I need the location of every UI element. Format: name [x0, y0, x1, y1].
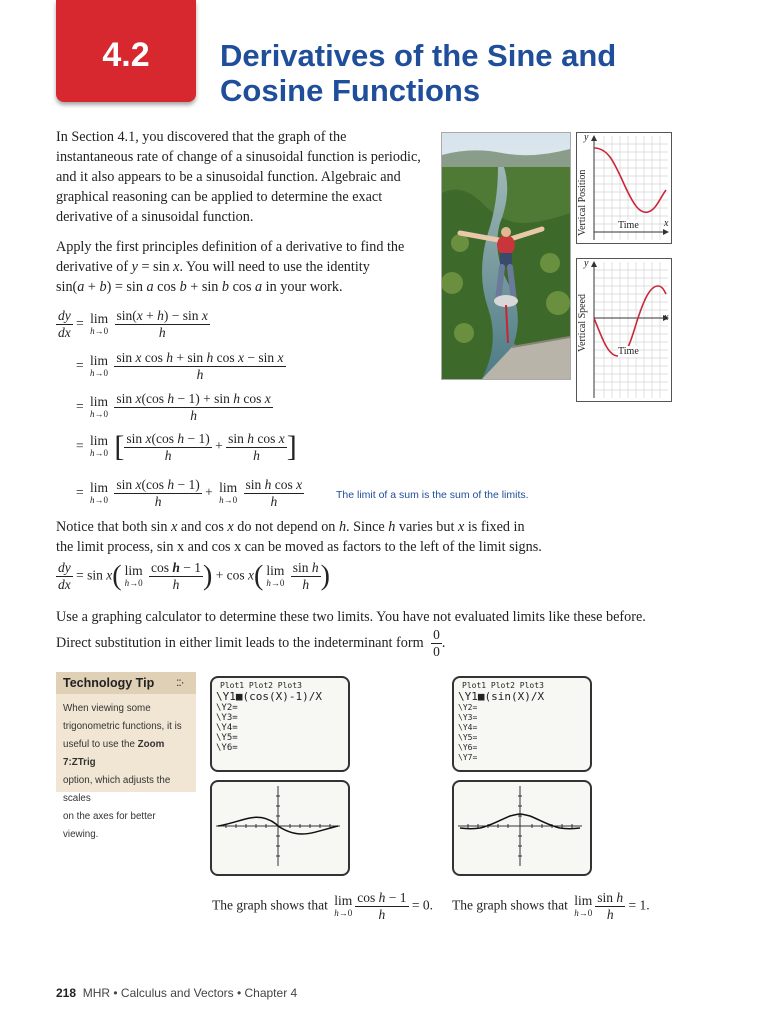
calculator-graph-cos-drawing	[212, 782, 344, 870]
speed-x-axis-label: x	[664, 312, 669, 323]
bungee-photo	[441, 132, 571, 380]
dots-icon: ::·	[176, 675, 184, 689]
y-line: \Y5=	[216, 733, 238, 743]
section-number: 4.2	[102, 36, 150, 74]
y1-equation: \Y1■(sin(X)/X	[458, 690, 545, 703]
calculator-y-screen-cos	[210, 676, 350, 772]
derivation-step-1: $\frac{dy}{dx}$ = lim h→0 $\frac{\text{sin(x + h) − sin x}}{h}$	[58, 308, 208, 340]
position-xlabel: Time	[618, 220, 639, 231]
y-line: \Y5=	[458, 733, 478, 742]
intro-line: graphical reasoning can be applied to determine the exact	[56, 189, 383, 205]
y-line: \Y7=	[458, 753, 478, 762]
intro-line: and it also appears to be a sinusoidal function. Algebraic and	[56, 169, 401, 185]
page-number: 218	[56, 986, 77, 1000]
speed-xlabel: Time	[618, 346, 639, 357]
tip-line: on the axes for better viewing.	[63, 811, 156, 840]
derivation-step-3: = lim h→0 $\frac{\text{sin x(cos h − 1) + sin h cos x}}{h}$	[76, 391, 271, 423]
bungee-photo-drawing	[442, 133, 570, 379]
y-line: \Y2=	[216, 703, 238, 713]
tip-line: When viewing some	[63, 703, 151, 714]
derivation-step-5: = lim h→0 $\frac{\text{sin x(cos h − 1)}}{h}$ + lim h→0 $\frac{\text{sin h cos x}}{h}$	[76, 477, 303, 509]
speed-graph	[576, 258, 672, 402]
y-line: \Y6=	[458, 743, 478, 752]
derivation-step-2: = lim h→0 $\frac{\text{sin x cos h + sin h cos x − sin x}}{h}$	[76, 350, 284, 382]
tip-line: trigonometric functions, it is	[63, 721, 182, 732]
y1-equation: \Y1■(cos(X)-1)/X	[216, 690, 322, 703]
apply-paragraph	[56, 237, 436, 297]
calculator-graph-cos	[210, 780, 350, 876]
title-line-1: Derivatives of the Sine and	[220, 38, 617, 73]
y-line: \Y3=	[216, 713, 238, 723]
y-list	[212, 703, 348, 753]
position-x-axis-label: x	[664, 218, 669, 229]
technology-tip-title: Technology Tip	[63, 676, 155, 690]
position-graph	[576, 132, 672, 244]
plot-row: Plot1 Plot2 Plot3	[220, 681, 302, 690]
technology-tip-text	[63, 700, 191, 844]
derivation-step-4: = lim h→0 [ $\frac{\text{sin x(cos h − 1)}}{h}$ + $\frac{\text{sin h cos x}}{h}$ ]	[76, 430, 297, 463]
intro-line: instantaneous rate of change of a sinusoidal function is periodic,	[56, 149, 421, 165]
y-line: \Y3=	[458, 713, 478, 722]
position-y-axis-label: y	[584, 132, 589, 143]
notice-line: the limit process, sin x and cos x can be moved as factors to the left of the limit signs.	[56, 539, 542, 555]
intro-line: derivative of a sinusoidal function.	[56, 209, 254, 225]
y-line: \Y6=	[216, 743, 238, 753]
apply-line: Apply the first principles definition of a derivative to find the	[56, 239, 405, 255]
y-line: \Y4=	[216, 723, 238, 733]
speed-y-axis-label: y	[584, 258, 589, 269]
calculator-paragraph	[56, 607, 716, 660]
calculator-y-screen-sin	[452, 676, 592, 772]
footer-text: MHR • Calculus and Vectors • Chapter 4	[82, 986, 298, 1000]
notice-line: Notice that both sin x and cos x do not depend on h. Since h varies but x is fixed in	[56, 519, 525, 535]
tip-bold-command: Zoom 7:ZTrig	[63, 739, 165, 768]
intro-paragraph	[56, 127, 436, 227]
tip-line: option, which adjusts the scales	[63, 775, 171, 804]
plot-row: Plot1 Plot2 Plot3	[462, 681, 544, 690]
conclusion-sin: The graph shows that lim h→0 $\frac{\text{sin h}}{h}$ = 1.	[452, 890, 650, 922]
tip-line: useful to use the Zoom 7:ZTrig	[63, 739, 165, 768]
factored-expression: $\frac{dy}{dx}$ = sin x( lim h→0 $\frac{\text{cos h − 1}}{h}$ ) + cos x( lim h→0 $\frac{\text{sin h}}{h}$ )	[58, 560, 330, 592]
page-title	[220, 38, 680, 108]
page-footer	[56, 986, 297, 1000]
title-line-2: Cosine Functions	[220, 73, 481, 108]
sum-note: The limit of a sum is the sum of the limits.	[336, 489, 529, 501]
intro-line: In Section 4.1, you discovered that the graph of the	[56, 129, 347, 145]
conclusion-cos: The graph shows that lim h→0 $\frac{\text{cos h − 1}}{h}$ = 0.	[212, 890, 433, 922]
calculator-graph-sin	[452, 780, 592, 876]
calc-line: Direct substitution in either limit leads to the indeterminant form $\frac{0}{0}$ .	[56, 627, 446, 659]
y-line: \Y4=	[458, 723, 478, 732]
apply-line: sin(a + b) = sin a cos b + sin b cos a in your work.	[56, 279, 343, 295]
y-list	[454, 703, 590, 763]
y-line: \Y2=	[458, 703, 478, 712]
calculator-graph-sin-drawing	[454, 782, 586, 870]
apply-line: derivative of y = sin x. You will need to use the identity	[56, 259, 370, 275]
position-ylabel: Vertical Position	[577, 169, 588, 236]
speed-ylabel: Vertical Speed	[577, 293, 588, 352]
calc-line: Use a graphing calculator to determine these two limits. You have not evaluated limits like these before.	[56, 609, 646, 625]
notice-paragraph	[56, 517, 696, 557]
